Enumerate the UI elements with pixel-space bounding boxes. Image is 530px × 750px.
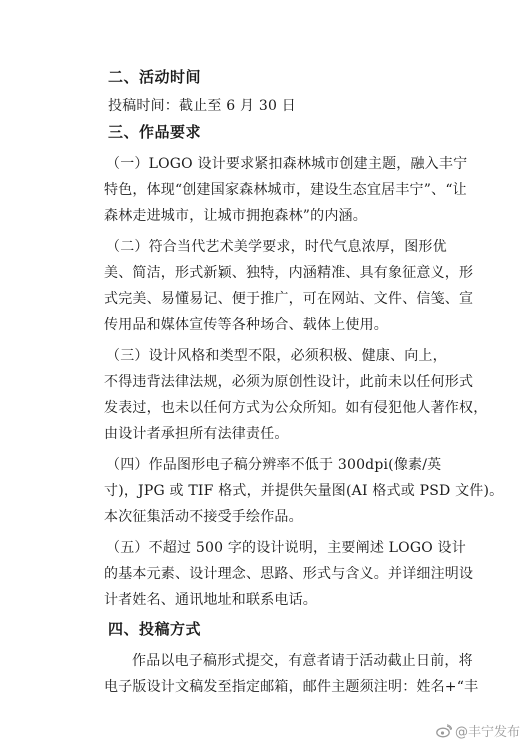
weibo-icon <box>436 724 452 738</box>
paragraph-line: 美、简洁，形式新颖、独特，内涵精准、具有象征意义，形 <box>104 265 474 281</box>
section-heading-requirements: 三、作品要求 <box>108 123 202 141</box>
section-heading-activity-time: 二、活动时间 <box>108 68 202 86</box>
paragraph-line: 式完美、易懂易记、便于推广，可在网站、文件、信笺、宣 <box>104 291 474 307</box>
paragraph-line: 本次征集活动不接受手绘作品。 <box>104 509 303 525</box>
paragraph-line: （五）不超过 500 字的设计说明，主要阐述 LOGO 设计 <box>106 540 466 556</box>
paragraph-line: 特色，体现“创建国家森林城市，建设生态宜居丰宁”、“让 <box>104 182 467 198</box>
section-heading-submission-method: 四、投稿方式 <box>108 620 202 638</box>
paragraph-line: （一）LOGO 设计要求紧扣森林城市创建主题，融入丰宁 <box>106 156 468 172</box>
paragraph-line: （四）作品图形电子稿分辨率不低于 300dpi(像素/英 <box>106 457 442 473</box>
paragraph-line: （二）符合当代艺术美学要求，时代气息浓厚，图形优 <box>106 239 447 255</box>
paragraph-line: 不得违背法律法规，必须为原创性设计，此前未以任何形式 <box>104 374 474 390</box>
paragraph-line: 计者姓名、通讯地址和联系电话。 <box>104 592 317 608</box>
paragraph-line: 作品以电子稿形式提交，有意者请于活动截止日前，将 <box>132 653 473 669</box>
paragraph-line: 森林走进城市，让城市拥抱森林”的内涵。 <box>104 208 367 224</box>
paragraph-line: 电子版设计文稿发至指定邮箱，邮件主题须注明：姓名+“丰 <box>104 679 479 695</box>
paragraph-line: 传用品和媒体宣传等各种场合、载体上使用。 <box>104 317 388 333</box>
paragraph-line: 寸)，JPG 或 TIF 格式，并提供矢量图(AI 格式或 PSD 文件)。 <box>104 483 504 499</box>
paragraph-line: 发表过，也未以任何方式为公众所知。如有侵犯他人著作权， <box>104 400 488 416</box>
paragraph-line: 由设计者承担所有法律责任。 <box>104 426 289 442</box>
paragraph-line: 的基本元素、设计理念、思路、形式与含义。并详细注明设 <box>104 566 474 582</box>
watermark-text: @丰宁发布 <box>454 725 520 740</box>
paragraph-line: （三）设计风格和类型不限，必须积极、健康、向上， <box>106 348 447 364</box>
watermark <box>436 721 520 740</box>
submission-deadline-line: 投稿时间：截止至 6 月 30 日 <box>108 98 296 114</box>
